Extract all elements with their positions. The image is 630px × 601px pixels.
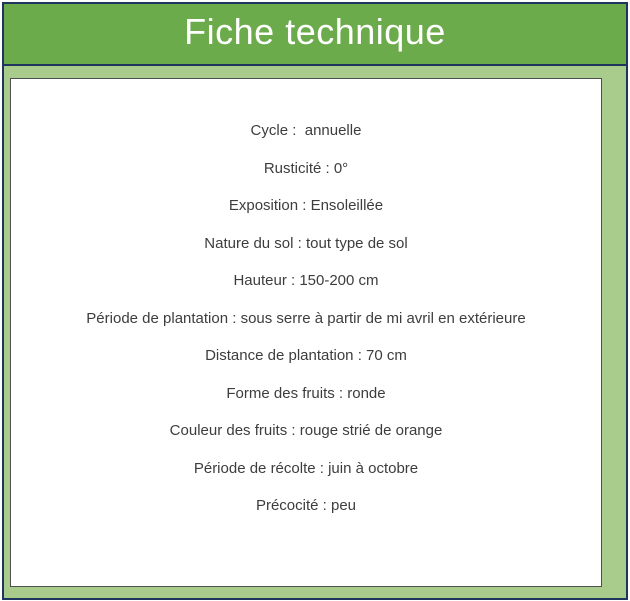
spec-row-rusticite: Rusticité : 0° (263, 159, 349, 177)
spec-row-cycle: Cycle : annuelle (250, 122, 362, 139)
spec-rows (11, 79, 601, 525)
spec-row-hauteur: Hauteur : 150-200 cm (233, 272, 379, 289)
spec-row-periode-recolte: Période de récolte : juin à octobre (193, 459, 419, 477)
spec-row-forme-fruits: Forme des fruits : ronde (226, 384, 386, 402)
spec-content-box (10, 78, 602, 587)
spec-row-distance-plantation: Distance de plantation : 70 cm (205, 347, 407, 364)
spec-row-periode-plantation: Période de plantation : sous serre à partir de mi avril en extérieure (86, 309, 526, 327)
spec-row-exposition: Exposition : Ensoleillée (228, 197, 384, 214)
page-title: Fiche technique (184, 11, 446, 52)
header-banner (2, 2, 628, 66)
spec-row-couleur-fruits: Couleur des fruits : rouge strié de orange (169, 422, 443, 439)
spec-row-precocite: Précocité : peu (255, 497, 357, 514)
spec-panel (2, 66, 628, 600)
spec-row-nature-du-sol: Nature du sol : tout type de sol (204, 234, 408, 252)
